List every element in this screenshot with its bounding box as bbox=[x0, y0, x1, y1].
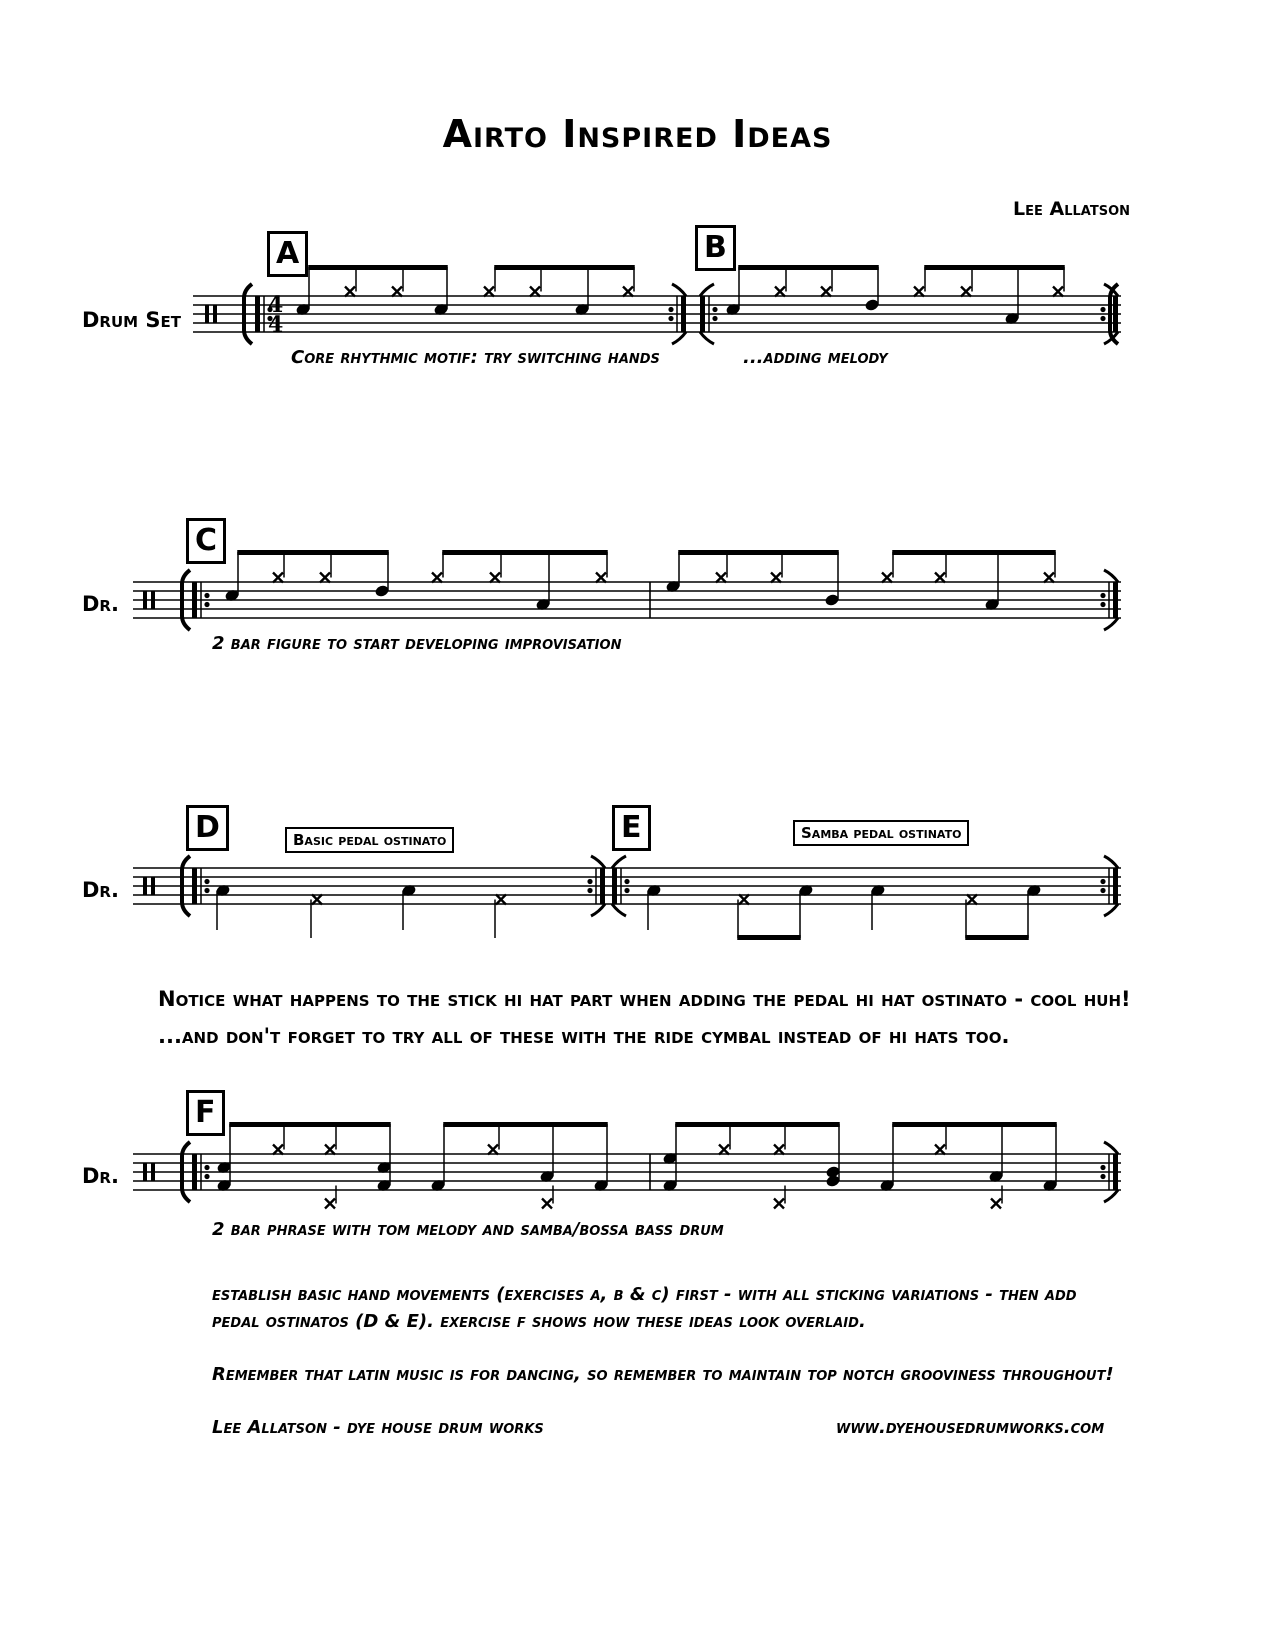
x-note-head bbox=[312, 895, 322, 905]
basic-pedal-ostinato-label: Basic pedal ostinato bbox=[285, 827, 454, 853]
repeat-start-barline bbox=[700, 296, 705, 332]
x-note-head bbox=[320, 573, 330, 583]
repeat-dot bbox=[668, 307, 673, 312]
x-note-head bbox=[496, 895, 506, 905]
beam bbox=[965, 935, 1029, 940]
beam bbox=[892, 1122, 1057, 1127]
repeat-start-barline bbox=[192, 868, 197, 904]
repeat-wing bbox=[1104, 1190, 1118, 1202]
composer-name: Lee Allatson bbox=[1013, 198, 1130, 220]
repeat-wing bbox=[1104, 904, 1118, 916]
beam bbox=[892, 550, 1056, 555]
percussion-clef bbox=[205, 305, 209, 323]
x-note-head bbox=[273, 1145, 283, 1155]
repeat-dot bbox=[587, 888, 592, 893]
x-note-head bbox=[882, 573, 892, 583]
x-note-head bbox=[991, 1199, 1001, 1209]
repeat-end-barline bbox=[1113, 296, 1118, 332]
repeat-start-barline bbox=[255, 296, 260, 332]
percussion-clef bbox=[213, 305, 217, 323]
repeat-dot bbox=[204, 888, 209, 893]
instrument-label-short: Dr. bbox=[82, 1164, 119, 1188]
repeat-dot bbox=[1100, 307, 1105, 312]
repeat-wing bbox=[612, 856, 626, 868]
x-note-head bbox=[774, 1145, 784, 1155]
caption-b: ...adding melody bbox=[743, 347, 888, 368]
x-note-head bbox=[345, 287, 355, 297]
repeat-wing bbox=[1104, 618, 1118, 630]
x-note-head bbox=[596, 573, 606, 583]
x-note-head bbox=[1044, 573, 1054, 583]
repeat-wing bbox=[700, 332, 714, 344]
x-note-head bbox=[530, 287, 540, 297]
x-note-head bbox=[821, 287, 831, 297]
rehearsal-mark-f: F bbox=[186, 1090, 225, 1136]
x-note-head bbox=[935, 1145, 945, 1155]
footer-credit: Lee Allatson - dye house drum works bbox=[212, 1417, 544, 1438]
instrument-label-full: Drum Set bbox=[82, 308, 182, 332]
time-signature-bottom: 4 bbox=[268, 312, 284, 338]
repeat-end-barline bbox=[1113, 868, 1118, 904]
rehearsal-mark-c: C bbox=[186, 518, 226, 564]
repeat-dot bbox=[624, 879, 629, 884]
repeat-dot bbox=[624, 888, 629, 893]
x-note-head bbox=[774, 1199, 784, 1209]
repeat-dot bbox=[1100, 879, 1105, 884]
beam bbox=[737, 935, 801, 940]
repeat-dot bbox=[1100, 602, 1105, 607]
repeat-start-barline bbox=[192, 1154, 197, 1190]
repeat-dot bbox=[204, 602, 209, 607]
beam bbox=[924, 265, 1065, 270]
repeat-dot bbox=[204, 1165, 209, 1170]
repeat-wing bbox=[700, 284, 714, 296]
repeat-dot bbox=[1100, 593, 1105, 598]
x-note-head bbox=[623, 287, 633, 297]
footer-website: www.dyehousedrumworks.com bbox=[836, 1417, 1105, 1438]
beam bbox=[308, 265, 448, 270]
repeat-wing bbox=[591, 904, 605, 916]
beam bbox=[494, 265, 635, 270]
repeat-wing bbox=[672, 284, 686, 296]
x-note-head bbox=[1053, 287, 1063, 297]
x-note-head bbox=[935, 573, 945, 583]
reminder-paragraph: Remember that latin music is for dancing, so remember to maintain top notch grooviness throughout! bbox=[212, 1364, 1114, 1385]
x-note-head bbox=[961, 287, 971, 297]
repeat-dot bbox=[1100, 1165, 1105, 1170]
repeat-dot bbox=[204, 1174, 209, 1179]
repeat-dot bbox=[1100, 888, 1105, 893]
beam bbox=[442, 550, 608, 555]
x-note-head bbox=[739, 895, 749, 905]
repeat-end-barline bbox=[681, 296, 686, 332]
percussion-clef bbox=[143, 1163, 147, 1181]
rehearsal-mark-a: A bbox=[267, 231, 308, 277]
repeat-start-barline bbox=[192, 582, 197, 618]
repeat-dot bbox=[1100, 1174, 1105, 1179]
repeat-end-barline bbox=[600, 868, 605, 904]
x-note-head bbox=[488, 1145, 498, 1155]
page-title: Airto Inspired Ideas bbox=[442, 112, 833, 156]
note-line-1: Notice what happens to the stick hi hat part when adding the pedal hi hat ostinato - cool huh! bbox=[158, 987, 1131, 1011]
note-line-2: ...and don't forget to try all of these with the ride cymbal instead of hi hats too. bbox=[158, 1024, 1010, 1048]
repeat-dot bbox=[204, 879, 209, 884]
x-note-head bbox=[484, 287, 494, 297]
percussion-clef bbox=[143, 591, 147, 609]
repeat-dot bbox=[712, 307, 717, 312]
repeat-dot bbox=[204, 593, 209, 598]
instrument-label-short: Dr. bbox=[82, 592, 119, 616]
repeat-wing bbox=[1104, 1142, 1118, 1154]
notation-graphics bbox=[133, 265, 1121, 1209]
percussion-clef bbox=[143, 877, 147, 895]
rehearsal-mark-b: B bbox=[695, 225, 736, 271]
percussion-clef bbox=[151, 1163, 155, 1181]
x-note-head bbox=[392, 287, 402, 297]
repeat-wing bbox=[612, 904, 626, 916]
x-note-head bbox=[771, 573, 781, 583]
repeat-dot bbox=[712, 316, 717, 321]
x-note-head bbox=[716, 573, 726, 583]
repeat-end-barline bbox=[1113, 1154, 1118, 1190]
beam bbox=[738, 265, 879, 270]
x-note-head bbox=[967, 895, 977, 905]
beam bbox=[237, 550, 389, 555]
time-signature-top: 4 bbox=[268, 292, 284, 318]
repeat-wing bbox=[1104, 570, 1118, 582]
x-note-head bbox=[325, 1145, 335, 1155]
beam bbox=[229, 1122, 391, 1127]
percussion-clef bbox=[151, 591, 155, 609]
x-note-head bbox=[490, 573, 500, 583]
beam bbox=[678, 550, 839, 555]
x-note-head bbox=[914, 287, 924, 297]
percussion-clef bbox=[151, 877, 155, 895]
x-note-head bbox=[542, 1199, 552, 1209]
x-note-head bbox=[719, 1145, 729, 1155]
repeat-wing bbox=[672, 332, 686, 344]
rehearsal-mark-e: E bbox=[612, 805, 651, 851]
repeat-dot bbox=[668, 316, 673, 321]
x-note-head bbox=[325, 1199, 335, 1209]
x-note-head bbox=[432, 573, 442, 583]
repeat-wing bbox=[1104, 856, 1118, 868]
repeat-wing bbox=[591, 856, 605, 868]
repeat-end-barline bbox=[1113, 582, 1118, 618]
caption-f: 2 bar phrase with tom melody and samba/bossa bass drum bbox=[212, 1219, 724, 1240]
x-note-head bbox=[273, 573, 283, 583]
instrument-label-short: Dr. bbox=[82, 878, 119, 902]
rehearsal-mark-d: D bbox=[186, 805, 229, 851]
samba-pedal-ostinato-label: Samba pedal ostinato bbox=[793, 820, 969, 846]
beam bbox=[675, 1122, 840, 1127]
beam bbox=[443, 1122, 608, 1127]
repeat-start-barline bbox=[612, 868, 617, 904]
caption-a: Core rhythmic motif: try switching hands bbox=[291, 347, 660, 368]
x-note-head bbox=[775, 287, 785, 297]
instruction-paragraph: establish basic hand movements (exercises a, b & c) first - with all sticking variations - then add pedal ostinatos (D & E). exercise f shows how these ideas look overlaid. bbox=[212, 1284, 1077, 1332]
repeat-dot bbox=[1100, 316, 1105, 321]
caption-c: 2 bar figure to start developing improvisation bbox=[212, 633, 622, 654]
repeat-dot bbox=[587, 879, 592, 884]
